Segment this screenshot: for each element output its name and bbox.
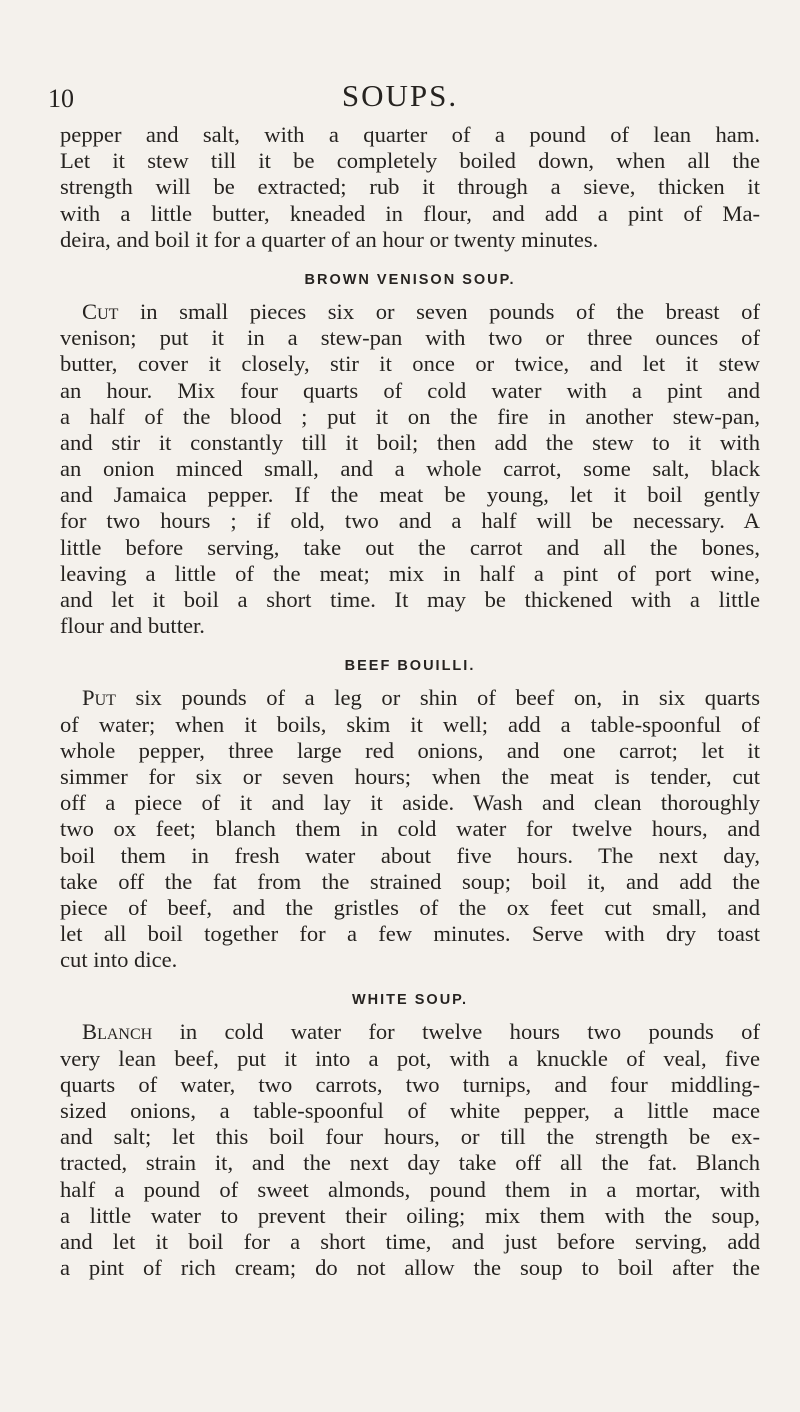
text-line: flour and butter. [60,613,205,639]
text-line: a pint of rich cream; do not allow the soup to boil after the [60,1255,760,1281]
continuation-paragraph [60,122,760,253]
text-line-rest: six pounds of a leg or shin of beef on, in six quarts [115,685,760,711]
text-line: whole pepper, three large red onions, and one carrot; let it [60,737,760,763]
recipe-paragraph-white-soup [60,1019,760,1281]
text-line: very lean beef, put it into a pot, with a knuckle of veal, five [60,1045,760,1071]
text-line: boil them in fresh water about five hours. The next day, [60,842,760,868]
recipe-heading-beef-bouilli: BEEF BOUILLI. [344,658,476,675]
text-line-rest: in small pieces six or seven pounds of the breast of [118,298,760,324]
text-line [60,299,760,325]
text-line: simmer for six or seven hours; when the meat is tender, cut [60,763,760,789]
recipe-paragraph-beef-bouilli [60,685,760,973]
text-line [60,1019,760,1045]
text-line: little before serving, take out the carrot and all the bones, [60,534,760,560]
text-line: let all boil together for a few minutes. Serve with dry toast [60,921,760,947]
text-line: butter, cover it closely, stir it once or twice, and let it stew [60,351,760,377]
text-line: strength will be extracted; rub it through a sieve, thicken it [60,174,760,200]
text-line: an onion minced small, and a whole carrot, some salt, black [60,456,760,482]
recipe-paragraph-brown-venison-soup [60,299,760,639]
text-line: Let it stew till it be completely boiled down, when all the [60,148,760,174]
text-line: quarts of water, two carrots, two turnips, and four middling- [60,1071,760,1097]
running-title: SOUPS. [341,78,459,113]
text-line: of water; when it boils, skim it well; add a table-spoonful of [60,711,760,737]
text-line: piece of beef, and the gristles of the ox feet cut small, and [60,894,760,920]
text-line: an hour. Mix four quarts of cold water with a pint and [60,377,760,403]
lead-word: Cut [82,298,119,324]
recipe-heading-white-soup: WHITE SOUP. [352,992,468,1009]
text-line: half a pound of sweet almonds, pound them in a mortar, with [60,1176,760,1202]
text-line: off a piece of it and lay it aside. Wash and clean thoroughly [60,790,760,816]
text-line: pepper and salt, with a quarter of a pound of lean ham. [60,122,760,147]
text-line: and stir it constantly till it boil; then add the stew to it with [60,429,760,455]
text-line: tracted, strain it, and the next day take off all the fat. Blanch [60,1150,760,1176]
page-body [60,122,760,1281]
text-line: and Jamaica pepper. If the meat be young, let it boil gently [60,482,760,508]
text-line: and salt; let this boil four hours, or till the strength be ex- [60,1124,760,1150]
text-line: a little water to prevent their oiling; mix them with the soup, [60,1202,760,1228]
lead-word: Put [82,685,116,711]
text-line: and let it boil a short time. It may be thickened with a little [60,587,760,612]
text-line: sized onions, a table-spoonful of white pepper, a little mace [60,1098,760,1123]
text-line: deira, and boil it for a quarter of an hour or twenty minutes. [60,226,599,252]
text-line: for two hours ; if old, two and a half will be necessary. A [60,508,760,534]
text-line [60,685,760,711]
recipe-heading-brown-venison-soup: BROWN VENISON SOUP. [304,271,516,288]
page-number: 10 [48,84,74,113]
text-line: with a little butter, kneaded in flour, and add a pint of Ma- [60,200,760,226]
text-line: take off the fat from the strained soup; boil it, and add the [60,868,760,894]
text-line: leaving a little of the meat; mix in half a pint of port wine, [60,560,760,586]
lead-word: Blanch [82,1019,153,1045]
text-line: a half of the blood ; put it on the fire in another stew-pan, [60,403,760,429]
text-line: venison; put it in a stew-pan with two or three ounces of [60,325,760,351]
text-line: two ox feet; blanch them in cold water for twelve hours, and [60,816,760,842]
text-line-rest: in cold water for twelve hours two pounds of [152,1019,760,1045]
text-line: and let it boil for a short time, and just before serving, add [60,1228,760,1254]
text-line: cut into dice. [60,947,178,973]
